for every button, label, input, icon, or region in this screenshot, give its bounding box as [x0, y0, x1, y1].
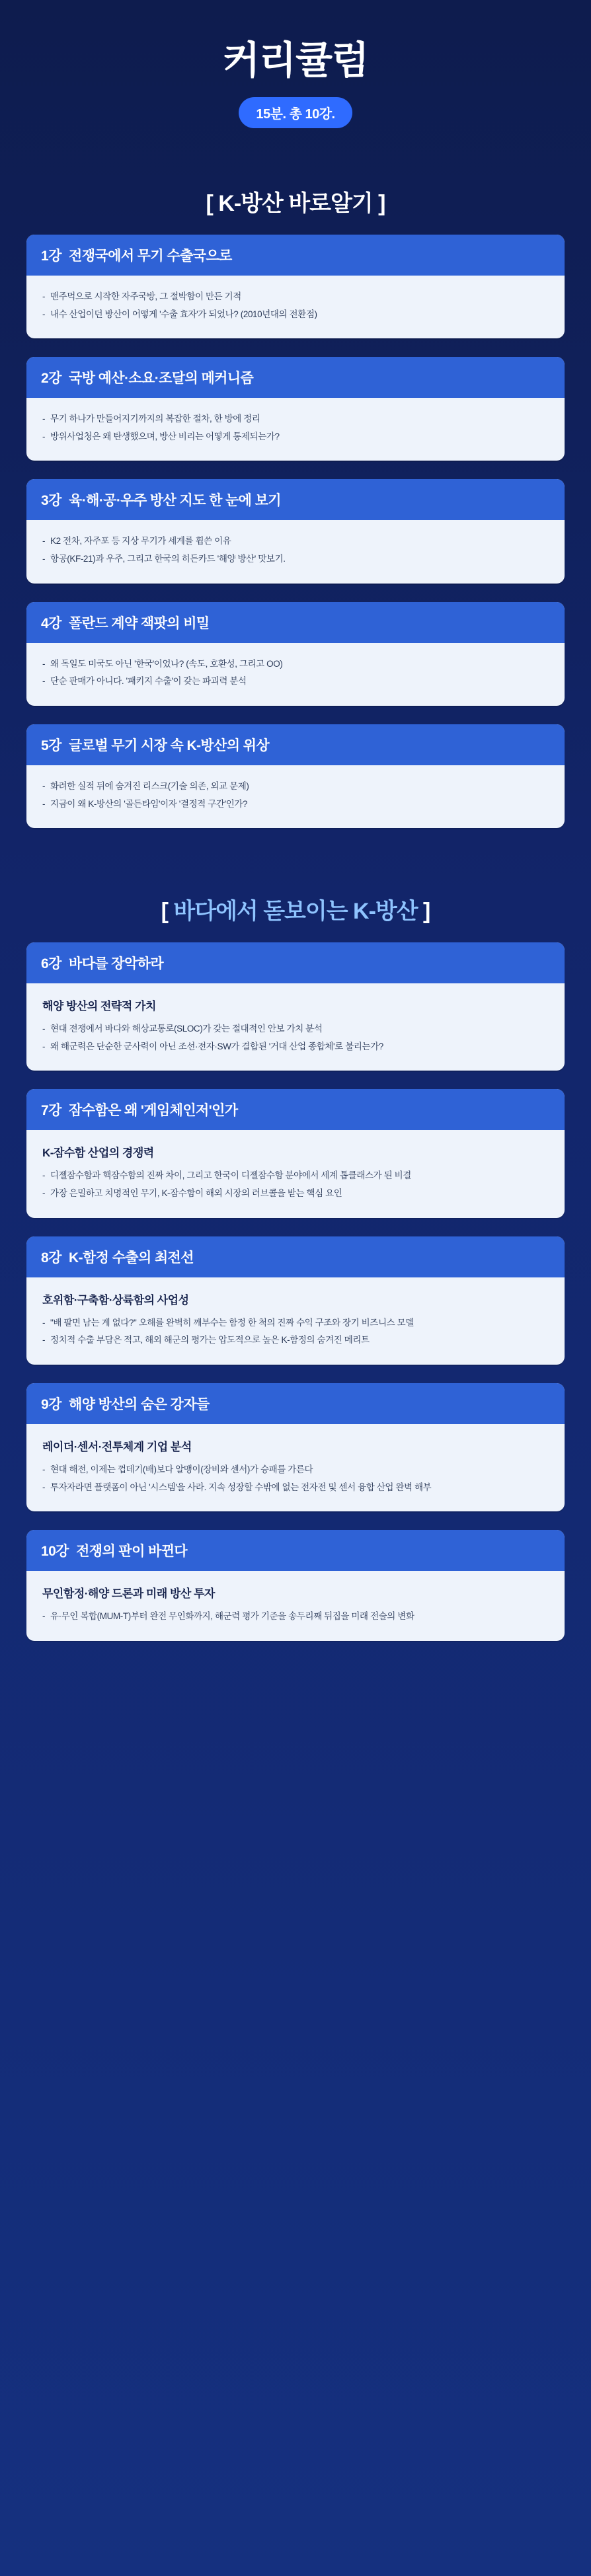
lesson-card-body: [26, 1424, 565, 1511]
lesson-title: 전쟁의 판이 바뀐다: [76, 1544, 188, 1560]
lesson-title: 바다를 장악하라: [69, 956, 164, 972]
lesson-bullet-list: [42, 1609, 549, 1624]
section-2-bracket-close: ]: [417, 899, 430, 925]
list-item: - 화려한 실적 뒤에 숨겨진 리스크(기술 의존, 외교 문제): [42, 778, 549, 794]
lesson-bullet-list: [42, 1315, 549, 1348]
lesson-card-body: [26, 276, 565, 338]
list-item: - 가장 은밀하고 치명적인 무기, K-잠수함이 해외 시장의 러브콜을 받는 핵심 요인: [42, 1186, 549, 1201]
lesson-number: 8강: [41, 1250, 61, 1266]
lesson-card[interactable]: [26, 479, 565, 583]
lesson-card-body: [26, 398, 565, 461]
lesson-card[interactable]: [26, 602, 565, 706]
lesson-card-header: [26, 724, 565, 765]
list-item: - 방위사업청은 왜 탄생했으며, 방산 비리는 어떻게 통제되는가?: [42, 429, 549, 445]
lesson-number: 2강: [41, 371, 61, 387]
list-item: - 항공(KF-21)과 우주, 그리고 한국의 히든카드 '해양 방산' 맛보기.: [42, 551, 549, 567]
list-item: - 왜 독일도 미국도 아닌 '한국'이었나? (속도, 호환성, 그리고 OO): [42, 656, 549, 672]
lesson-card-header: [26, 602, 565, 643]
section-1-bracket-open: [: [206, 190, 219, 216]
lesson-subtitle: 호위함·구축함·상륙함의 사업성: [42, 1293, 189, 1307]
lesson-number: 7강: [41, 1103, 61, 1119]
lesson-number: 5강: [41, 738, 61, 753]
lesson-title: 잠수함은 왜 '게임체인저'인가: [69, 1103, 238, 1119]
lesson-card-header: [26, 357, 565, 398]
list-item: - 현대 전쟁에서 바다와 해상교통로(SLOC)가 갖는 절대적인 안보 가치 분석: [42, 1021, 549, 1037]
section-title-1: [0, 185, 591, 217]
lesson-card-body: [26, 1130, 565, 1217]
lesson-number: 9강: [41, 1396, 61, 1412]
lesson-bullet-list: [42, 411, 549, 444]
lesson-title: 전쟁국에서 무기 수출국으로: [69, 248, 232, 264]
lesson-title: 국방 예산·소요·조달의 메커니즘: [69, 371, 254, 387]
list-item: - 유·무인 복합(MUM-T)부터 완전 무인화까지, 해군력 평가 기준을 송두리째 뒤집을 미래 전술의 변화: [42, 1609, 549, 1624]
section-2-bracket-open: [: [161, 899, 174, 925]
list-item: - 현대 해전, 이제는 껍데기(배)보다 알맹이(장비와 센서)가 승패를 가른다: [42, 1462, 549, 1478]
list-item: - 지금이 왜 K-방산의 '골든타임'이자 '결정적 구간'인가?: [42, 796, 549, 812]
lesson-card[interactable]: [26, 724, 565, 828]
lesson-card-body: [26, 1277, 565, 1365]
lesson-bullet-list: [42, 1462, 549, 1495]
section-title-2: [0, 893, 591, 925]
lesson-card[interactable]: [26, 1089, 565, 1217]
lesson-card-header: [26, 1383, 565, 1424]
lesson-card-body: [26, 520, 565, 583]
lesson-card[interactable]: [26, 235, 565, 338]
list-item: - 투자자라면 플랫폼이 아닌 '시스템'을 사라. 지속 성장할 수밖에 없는 전자전 및 센서 융합 산업 완벽 해부: [42, 1480, 549, 1496]
list-item: - 정치적 수출 부담은 적고, 해외 해군의 평가는 압도적으로 높은 K-함정의 숨겨진 메리트: [42, 1332, 549, 1348]
lesson-card[interactable]: [26, 1383, 565, 1511]
list-item: - 왜 해군력은 단순한 군사력이 아닌 조선·전자·SW가 결합된 '거대 산업 종합체'로 불리는가?: [42, 1039, 549, 1055]
lesson-card[interactable]: [26, 1530, 565, 1641]
lesson-bullet-list: [42, 656, 549, 689]
page-header: [0, 0, 591, 151]
lesson-subtitle: 해양 방산의 전략적 가치: [42, 1000, 156, 1013]
lesson-number: 4강: [41, 615, 61, 631]
list-item: - K2 전차, 자주포 등 지상 무기가 세계를 휩쓴 이유: [42, 533, 549, 549]
lesson-number: 6강: [41, 956, 61, 972]
lesson-bullet-list: [42, 778, 549, 812]
lesson-card[interactable]: [26, 942, 565, 1071]
list-item: - 디젤잠수함과 핵잠수함의 진짜 차이, 그리고 한국이 디젤잠수함 분야에서 세계 톱클래스가 된 비결: [42, 1168, 549, 1184]
lesson-card[interactable]: [26, 357, 565, 461]
lesson-card-header: [26, 1089, 565, 1130]
lesson-card-header: [26, 942, 565, 983]
list-item: - 무기 하나가 만들어지기까지의 복잡한 절차, 한 방에 정리: [42, 411, 549, 427]
lesson-card-header: [26, 1236, 565, 1277]
lesson-card-body: [26, 643, 565, 706]
lesson-card[interactable]: [26, 1236, 565, 1365]
lesson-subtitle: 무인함정·해양 드론과 미래 방산 투자: [42, 1587, 215, 1601]
brand-title: 커리큘럼: [222, 39, 369, 82]
section-divider: [0, 847, 591, 858]
section-1-bracket-close: ]: [372, 190, 385, 216]
duration-badge: 15분. 총 10강.: [239, 97, 352, 128]
lesson-subtitle: 레이더·센서·전투체계 기업 분석: [42, 1440, 192, 1453]
list-item: - "배 팔면 남는 게 없다?" 오해를 완벽히 깨부수는 함정 한 척의 진짜 수익 구조와 장기 비즈니스 모델: [42, 1315, 549, 1331]
section-2-title-text: 바다에서 돋보이는 K-방산: [173, 899, 418, 925]
list-item: - 내수 산업이던 방산이 어떻게 '수출 효자'가 되었나? (2010년대의 전환점): [42, 307, 549, 322]
list-item: - 단순 판매가 아니다. '패키지 수출'이 갖는 파괴력 분석: [42, 673, 549, 689]
lesson-card-header: [26, 235, 565, 276]
lesson-bullet-list: [42, 1021, 549, 1054]
section-1-card-list: [0, 235, 591, 828]
lesson-subtitle: K-잠수함 산업의 경쟁력: [42, 1147, 154, 1160]
lesson-bullet-list: [42, 533, 549, 566]
list-item: - 맨주먹으로 시작한 자주국방, 그 절박함이 만든 기적: [42, 289, 549, 305]
lesson-title: 해양 방산의 숨은 강자들: [69, 1396, 210, 1412]
section-1-title-text: K-방산 바로알기: [218, 190, 373, 216]
lesson-title: 육·해·공·우주 방산 지도 한 눈에 보기: [69, 493, 281, 509]
lesson-title: 글로벌 무기 시장 속 K-방산의 위상: [69, 738, 270, 753]
lesson-card-body: [26, 983, 565, 1071]
lesson-card-body: [26, 765, 565, 828]
lesson-card-body: [26, 1571, 565, 1641]
lesson-title: K-함정 수출의 최전선: [69, 1250, 194, 1266]
lesson-number: 10강: [41, 1544, 69, 1560]
lesson-title: 폴란드 계약 잭팟의 비밀: [69, 615, 210, 631]
lesson-bullet-list: [42, 1168, 549, 1201]
lesson-bullet-list: [42, 289, 549, 322]
lesson-card-header: [26, 1530, 565, 1571]
section-2-card-list: [0, 942, 591, 1641]
lesson-card-header: [26, 479, 565, 520]
lesson-number: 1강: [41, 248, 61, 264]
lesson-number: 3강: [41, 493, 61, 509]
